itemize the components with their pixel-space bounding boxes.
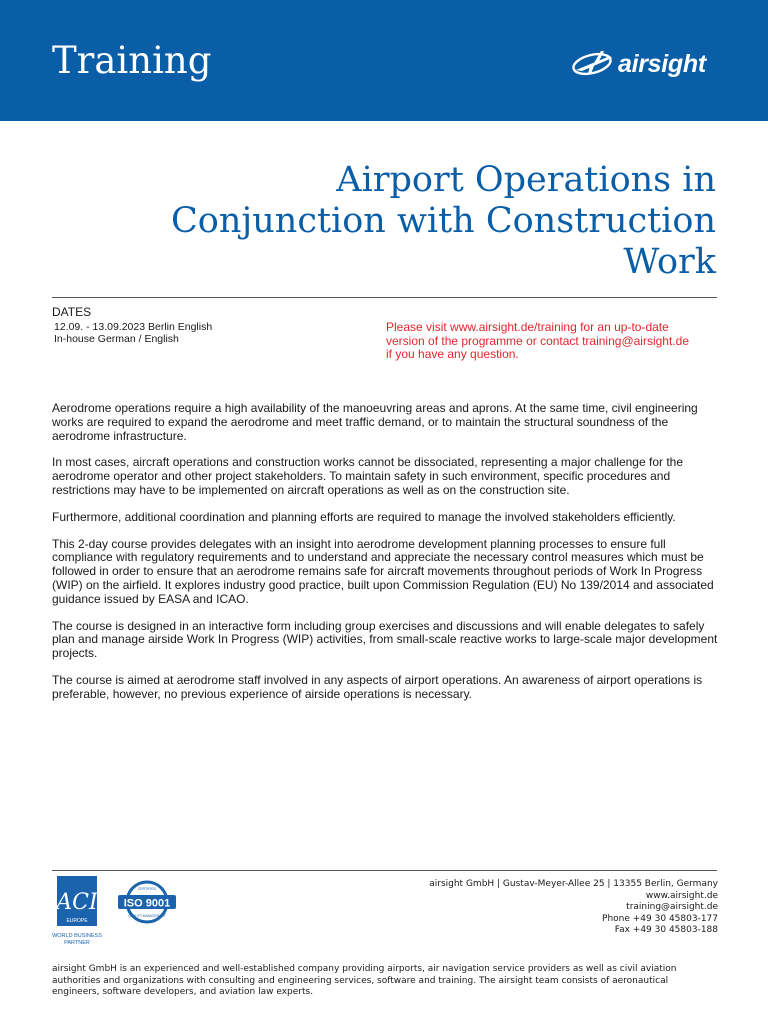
contact-website: www.airsight.de: [645, 890, 718, 901]
description-paragraph: Aerodrome operations require a high availability of the manoeuvring areas and aprons. At the same time, civil engineering works are required to expand the aerodrome and meet traffic demand, or to maintain the structural soundness of the aerodrome infrastructure.: [52, 401, 698, 443]
airsight-logo: [570, 48, 706, 80]
company-about: [52, 964, 742, 999]
course-title-line: Conjunction with Construction: [171, 201, 716, 241]
dates-heading: DATES: [52, 305, 92, 319]
notice-line: if you have any question.: [386, 347, 519, 361]
course-title-line: Airport Operations in: [336, 160, 716, 200]
aci-caption-line: PARTNER: [64, 940, 90, 946]
aci-partner-logo: [52, 876, 102, 960]
course-title: [76, 160, 716, 283]
about-line: authorities and organizations with consulting and engineering services, software and training. The airsight team consists of aeronautical: [52, 975, 669, 986]
contact-fax: Fax +49 30 45803-188: [614, 925, 718, 935]
contact-block: [429, 879, 718, 937]
brand-name: airsight: [618, 49, 706, 78]
plane-ring-icon: [570, 48, 616, 80]
header-banner: [0, 0, 768, 121]
about-line: engineers, software developers, and aviation law experts.: [52, 987, 314, 997]
notice-line: Please visit www.airsight.de/training for an up-to-date: [386, 320, 669, 334]
description-paragraph: Furthermore, additional coordination and planning efforts are required to manage the involved stakeholders efficiently.: [52, 509, 676, 524]
date-entry: 12.09. - 13.09.2023 Berlin English: [54, 321, 213, 333]
section-label: Training: [52, 39, 212, 82]
course-title-line: Work: [623, 242, 716, 282]
dates-list: [54, 321, 212, 345]
aci-caption-line: WORLD BUSINESS: [52, 933, 102, 939]
iso-bottom-arc: QUALITY MANAGEMENT: [128, 914, 166, 918]
contact-phone: Phone +49 30 45803-177: [602, 913, 718, 924]
iso-9001-logo: [116, 880, 178, 924]
aci-sub: EUROPE: [66, 918, 88, 924]
description-paragraph: In most cases, aircraft operations and construction works cannot be dissociated, representing a major challenge for the aerodrome operator and other project stakeholders. To maintain safety in such environment, specific procedures and restrictions may have to be implemented on aircraft operations as well as on the construction site.: [52, 455, 684, 497]
divider: [52, 297, 717, 298]
about-line: airsight GmbH is an experienced and well-established company providing airports, air navigation service providers as well as civil aviation: [52, 964, 677, 974]
footer-divider: [52, 870, 717, 871]
description-paragraph: The course is aimed at aerodrome staff involved in any aspects of airport operations. An awareness of airport operations is preferable, however, no previous experience of airside operations is necessary.: [52, 672, 703, 701]
iso-text: ISO 9001: [123, 897, 171, 910]
date-entry: In-house German / English: [54, 333, 179, 345]
update-notice: [386, 321, 726, 362]
course-description: [52, 402, 722, 715]
iso-top-arc: CERTIFIED: [137, 887, 157, 891]
description-paragraph: The course is designed in an interactive form including group exercises and discussions and will enable delegates to safely plan and manage airside Work In Progress (WIP) activities, from small-scale reactive works to large-scale major development projects.: [52, 618, 718, 661]
notice-line: version of the programme or contact training@airsight.de: [386, 333, 689, 348]
contact-address: airsight GmbH | Gustav-Meyer-Allee 25 | 13355 Berlin, Germany: [429, 879, 718, 889]
contact-email: training@airsight.de: [626, 902, 718, 912]
aci-letters: ACI: [56, 890, 98, 915]
description-paragraph: This 2-day course provides delegates with an insight into aerodrome development planning processes to ensure full compliance with regulatory requirements and to understand and appreciate the necessary control measures which must be followed in order to ensure that an aerodrome remains safe for aircraft movements throughout periods of Work In Progress (WIP) on the airfield. It explores industry good practice, built upon Commission Regulation (EU) No 139/2014 and associated guidance issued by EASA and ICAO.: [52, 536, 714, 606]
